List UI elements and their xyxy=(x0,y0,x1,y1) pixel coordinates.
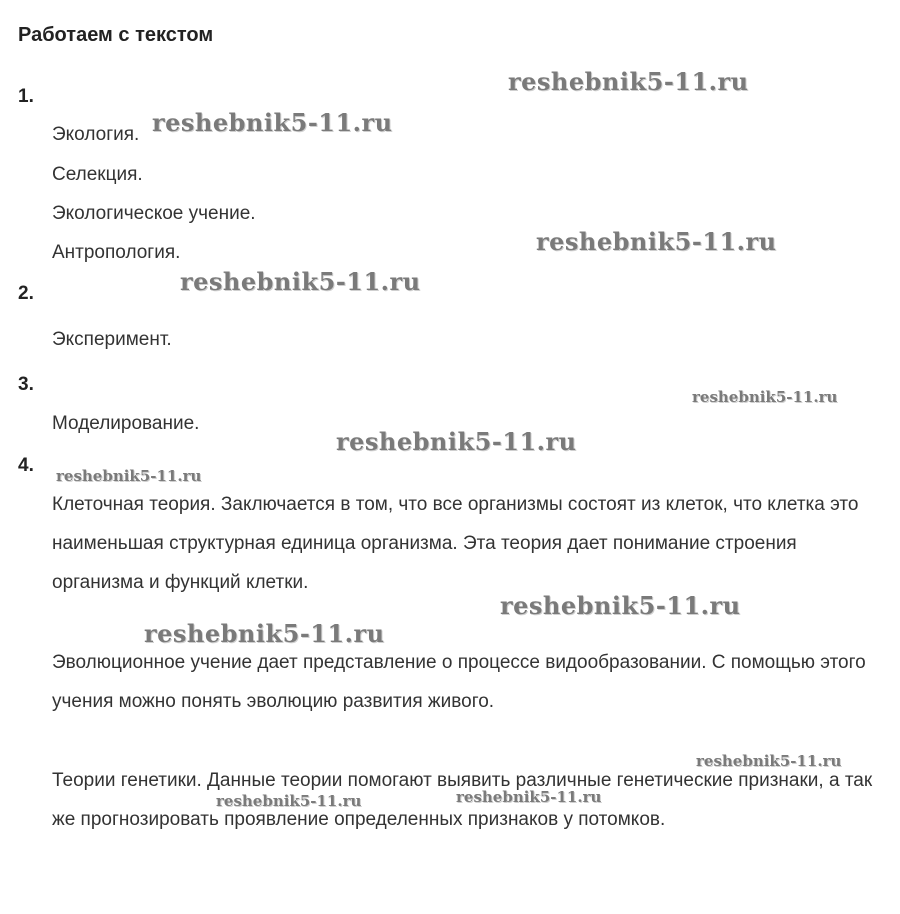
watermark: reshebnik5-11.ru xyxy=(336,427,577,456)
answer-line: Экология. xyxy=(52,124,140,145)
watermark: reshebnik5-11.ru xyxy=(56,467,202,485)
section-number-2: 2. xyxy=(18,283,34,304)
answer-line: Эксперимент. xyxy=(52,329,172,350)
answer-paragraph-evolution: Эволюционное учение дает представление о процессе видообразовании. С помощью этого учения можно понять эволюцию развития живого. xyxy=(52,652,866,712)
section-number-3: 3. xyxy=(18,374,34,395)
answer-line: Селекция. xyxy=(52,164,143,185)
answer-line: Экологическое учение. xyxy=(52,203,256,224)
watermark: reshebnik5-11.ru xyxy=(536,227,777,256)
watermark: reshebnik5-11.ru xyxy=(696,752,842,770)
answer-line: Антропология. xyxy=(52,242,181,263)
watermark: reshebnik5-11.ru xyxy=(152,108,393,137)
section-number-1: 1. xyxy=(18,86,34,107)
answer-line: Моделирование. xyxy=(52,413,200,434)
answer-paragraph-genetics: Теории генетики. Данные теории помогают выявить различные генетические признаки, а так же прогнозировать проявление определенных признаков у потомков. xyxy=(52,770,873,830)
watermark: reshebnik5-11.ru xyxy=(692,388,838,406)
watermark: reshebnik5-11.ru xyxy=(180,267,421,296)
section-number-4: 4. xyxy=(18,455,34,476)
answer-paragraph-cell-theory: Клеточная теория. Заключается в том, что все организмы состоят из клеток, что клетка это наименьшая структурная единица организма. Эта теория дает понимание строения организма и функций клетки. xyxy=(52,494,859,593)
watermark: reshebnik5-11.ru xyxy=(500,591,741,620)
watermark: reshebnik5-11.ru xyxy=(216,792,362,810)
watermark: reshebnik5-11.ru xyxy=(456,788,602,806)
page-heading: Работаем с текстом xyxy=(18,24,214,46)
watermark: reshebnik5-11.ru xyxy=(144,619,385,648)
watermark: reshebnik5-11.ru xyxy=(508,67,749,96)
